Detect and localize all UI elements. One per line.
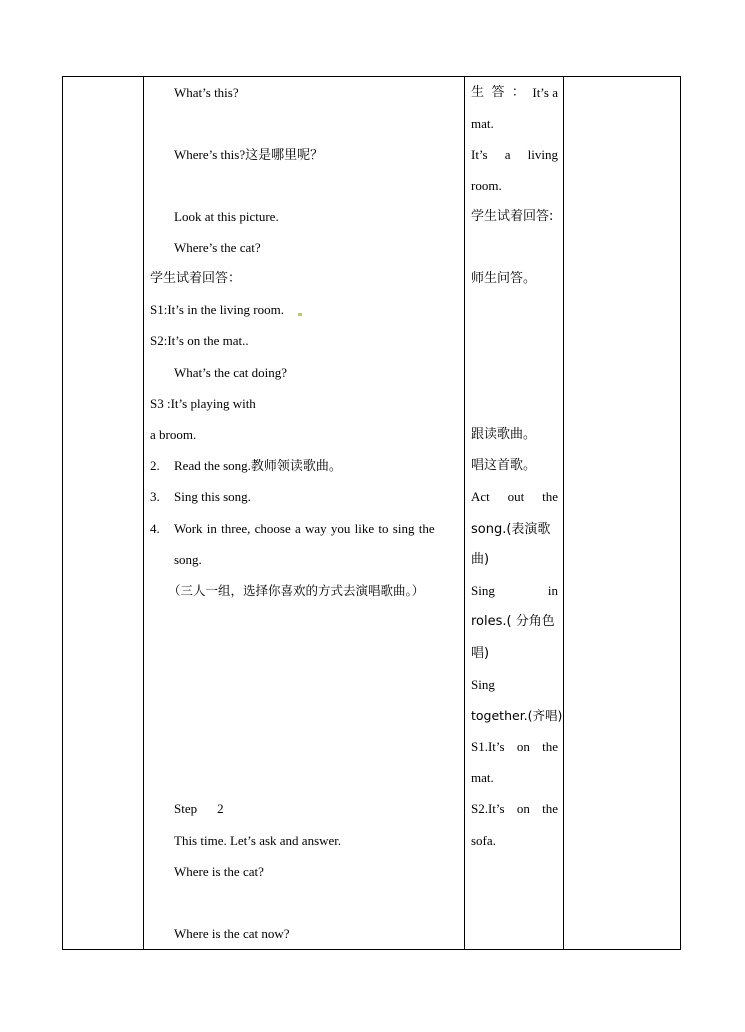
step-number: 2 [217,801,224,816]
answer-word: ： [511,85,525,100]
line-work-three: Work in three, choose a way you like to sing the [174,521,435,536]
answer-qa: 师生问答。 [471,271,537,286]
answer-sofa: sofa. [471,833,496,848]
line-wheres-this-en: Where’s this? [174,147,246,162]
answer-word: 答 [491,85,505,100]
line-step [174,801,224,817]
answer-act-out [471,489,558,505]
answer-qu: 曲) [471,552,490,567]
answer-s2 [471,801,558,817]
line-read-song-cn: 教师领读歌曲。 [250,459,342,474]
line-where-cat: Where is the cat? [174,864,264,879]
column-divider-1 [143,77,144,949]
answer-song-act [471,521,550,538]
answer-word: on [516,801,530,816]
answer-s1 [471,739,558,755]
line-where-cat-now: Where is the cat now? [174,926,290,941]
answer-chang: 唱) [471,646,490,661]
answer-sing-2: Sing [471,677,495,692]
answer-word: on [516,739,530,754]
answer-roles: roles.( 分角色 [471,614,555,629]
column-divider-2 [464,77,465,949]
answer-word: the [542,739,558,754]
answer-text: song.(表演歌 [471,522,551,537]
lesson-table [62,76,681,950]
step-label: Step [174,801,198,816]
line-student-answer: 学生试着回答： [150,271,242,286]
answer-word: 生 [471,85,485,100]
answer-word: S2.It’s [471,801,505,816]
column-divider-3 [563,77,564,949]
answer-follow-read: 跟读歌曲。 [471,427,537,442]
line-s2: S2:It’s on the mat.. [150,333,249,348]
line-wheres-cat: Where’s the cat? [174,240,261,255]
answer-word: Sing [471,583,495,598]
line-look-picture: Look at this picture. [174,209,279,224]
answer-sing-in [471,583,558,599]
line-group-note: （三人一组，选择你喜欢的方式去演唱歌曲。） [168,583,425,598]
answer-word: It’s a [532,85,558,100]
answer-word: Act [471,489,490,504]
answer-mat: mat. [471,116,494,131]
line-read-song-en: Read the song. [174,458,251,473]
list-number-2: 2. [150,458,160,473]
line-song: song. [174,552,202,567]
line-s1: S1:It’s in the living room. [150,302,284,317]
answer-word: It’s [471,147,488,162]
answer-word: a [504,147,511,162]
line-sing-song: Sing this song. [174,489,251,504]
list-number-3: 3. [150,489,160,504]
answer-together: together.(齐唱) [471,708,563,723]
answer-student-try: 学生试着回答: [471,209,554,224]
answer-word: in [547,583,558,598]
line-cat-doing: What’s the cat doing? [174,365,287,380]
list-number-4: 4. [150,521,160,536]
line-wheres-this [174,147,323,164]
answer-word: S1.It’s [471,739,505,754]
edit-mark [298,313,302,316]
answer-word: the [542,489,558,504]
line-whats-this: What’s this? [174,85,239,100]
answer-living [471,147,558,163]
line-broom: a broom. [150,427,197,442]
answer-word: living [527,147,558,162]
answer-its-a [471,85,558,101]
answer-word: the [542,801,558,816]
answer-room: room. [471,178,502,193]
line-read-song [174,458,342,475]
line-s3: S3 :It’s playing with [150,396,256,411]
answer-mat-2: mat. [471,770,494,785]
line-ask-answer: This time. Let’s ask and answer. [174,833,342,848]
answer-word: out [507,489,525,504]
line-wheres-this-cn: 这是哪里呢？ [245,148,324,163]
answer-sing: 唱这首歌。 [471,458,537,473]
